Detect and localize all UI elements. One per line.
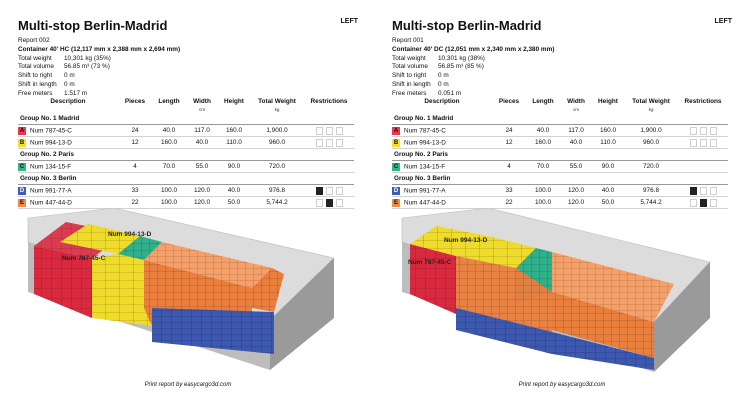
width-unit: cm	[198, 107, 206, 112]
cargo-a-block	[410, 244, 456, 314]
item-pieces: 4	[492, 161, 526, 173]
item-height: 90.0	[218, 161, 250, 173]
meta-value: 56.85 m³ (73 %)	[64, 63, 110, 71]
meta-key: Total weight	[18, 54, 52, 62]
table-row	[392, 161, 728, 173]
item-color-badge: B	[19, 139, 25, 146]
restriction-icons	[316, 199, 343, 207]
report-left	[8, 0, 368, 415]
rotate-icon	[700, 199, 707, 207]
item-pieces: 33	[492, 185, 526, 197]
stack-icon	[690, 139, 697, 147]
item-color-badge: D	[393, 187, 399, 194]
stack-icon	[690, 199, 697, 207]
cargo-label-a: Num 787-45-C	[408, 259, 452, 266]
fragile-icon	[710, 199, 717, 207]
item-length: 100.0	[152, 197, 186, 209]
group-row	[392, 149, 728, 161]
item-weight: 976.8	[624, 185, 678, 197]
item-length: 160.0	[152, 137, 186, 149]
col-length: Length	[158, 98, 180, 105]
col-width: Width	[193, 98, 211, 105]
group-row	[18, 113, 354, 125]
meta-value: 56.85 m³ (85 %)	[438, 63, 484, 71]
report-footer: Print report by easycargo3d.com	[518, 382, 606, 388]
group-row	[18, 149, 354, 161]
cargo-table	[392, 97, 728, 209]
fragile-icon	[336, 199, 343, 207]
item-width: 120.0	[186, 185, 218, 197]
rotate-icon	[326, 199, 333, 207]
item-pieces: 22	[492, 197, 526, 209]
item-pieces: 4	[118, 161, 152, 173]
item-pieces: 24	[118, 125, 152, 137]
item-length: 100.0	[526, 185, 560, 197]
item-height: 110.0	[218, 137, 250, 149]
table-row	[392, 185, 728, 197]
col-height: Height	[224, 98, 244, 105]
item-length: 40.0	[526, 125, 560, 137]
group-label: Group No. 3 Berlin	[18, 173, 354, 185]
item-height: 160.0	[218, 125, 250, 137]
width-unit: cm	[572, 107, 580, 112]
item-color-badge: A	[393, 127, 399, 134]
restriction-icons	[316, 187, 343, 195]
rotate-icon	[700, 127, 707, 135]
units-row	[18, 106, 354, 113]
container-spec: Container 40' HC (12,117 mm x 2,388 mm x 2,694 mm)	[18, 45, 181, 53]
group-label: Group No. 2 Paris	[18, 149, 354, 161]
item-color-badge: C	[393, 163, 399, 170]
item-length: 100.0	[526, 197, 560, 209]
item-name: Num 134-15-F	[404, 163, 446, 171]
meta-key: Shift in length	[392, 80, 431, 88]
cargo-table	[18, 97, 354, 209]
container-spec: Container 40' DC (12,051 mm x 2,340 mm x 2,380 mm)	[392, 45, 555, 53]
table-row	[392, 197, 728, 209]
cargo-label-b: Num 994-13-D	[108, 231, 152, 238]
item-weight: 976.8	[250, 185, 304, 197]
weight-unit: kg	[274, 107, 280, 112]
meta-row	[392, 55, 554, 64]
item-pieces: 12	[492, 137, 526, 149]
side-label: LEFT	[714, 18, 732, 25]
item-name: Num 787-45-C	[30, 127, 72, 135]
item-width: 55.0	[560, 161, 592, 173]
item-name: Num 447-44-D	[404, 199, 446, 207]
item-color-badge: E	[19, 199, 24, 206]
item-height: 50.0	[218, 197, 250, 209]
item-color-badge: D	[19, 187, 25, 194]
item-weight: 720.0	[250, 161, 304, 173]
stack-icon	[316, 127, 323, 135]
restriction-icons	[690, 127, 717, 135]
group-label: Group No. 1 Madrid	[392, 113, 728, 125]
meta-value: 0 m	[438, 80, 449, 88]
weight-unit: kg	[648, 107, 654, 112]
item-width: 117.0	[560, 125, 592, 137]
item-height: 110.0	[592, 137, 624, 149]
item-width: 120.0	[560, 185, 592, 197]
item-name: Num 134-15-F	[30, 163, 72, 171]
stack-icon	[316, 199, 323, 207]
item-width: 120.0	[560, 197, 592, 209]
cargo-d-block	[152, 308, 274, 354]
meta-value: 0.051 m	[438, 89, 462, 97]
col-pieces: Pieces	[124, 98, 146, 105]
report-title: Multi-stop Berlin-Madrid	[18, 18, 168, 33]
group-row	[392, 113, 728, 125]
meta-key: Total volume	[392, 63, 428, 71]
col-pieces: Pieces	[498, 98, 520, 105]
col-total-weight: Total Weight	[258, 98, 296, 105]
meta-value: 1.517 m	[64, 89, 88, 97]
group-label: Group No. 3 Berlin	[392, 173, 728, 185]
group-label: Group No. 2 Paris	[392, 149, 728, 161]
item-length: 100.0	[152, 185, 186, 197]
report-number: Report 002	[18, 37, 50, 44]
container-3d-view	[22, 208, 342, 374]
item-width: 120.0	[186, 197, 218, 209]
col-restrictions: Restrictions	[684, 98, 722, 105]
item-length: 70.0	[152, 161, 186, 173]
cargo-label-a: Num 787-45-C	[62, 255, 106, 262]
item-weight: 960.0	[250, 137, 304, 149]
item-length: 70.0	[526, 161, 560, 173]
fragile-icon	[336, 187, 343, 195]
item-length: 40.0	[152, 125, 186, 137]
item-name: Num 994-13-D	[404, 139, 446, 147]
col-restrictions: Restrictions	[310, 98, 348, 105]
meta-key: Free meters	[392, 89, 427, 97]
item-height: 40.0	[218, 185, 250, 197]
item-weight: 1,900.0	[624, 125, 678, 137]
item-name: Num 994-13-D	[30, 139, 72, 147]
fragile-icon	[710, 127, 717, 135]
item-color-badge: C	[19, 163, 25, 170]
stack-icon	[690, 187, 697, 195]
meta-key: Shift to right	[18, 72, 53, 80]
meta-row	[18, 81, 180, 90]
meta-key: Total volume	[18, 63, 54, 71]
meta-value: 0 m	[64, 80, 75, 88]
item-height: 90.0	[592, 161, 624, 173]
item-name: Num 787-45-C	[404, 127, 446, 135]
item-name: Num 991-77-A	[30, 187, 72, 195]
item-weight: 1,900.0	[250, 125, 304, 137]
item-color-badge: A	[19, 127, 25, 134]
group-row	[18, 173, 354, 185]
item-weight: 5,744.2	[624, 197, 678, 209]
stack-icon	[316, 187, 323, 195]
col-description: Description	[424, 98, 460, 105]
table-row	[392, 137, 728, 149]
table-row	[18, 185, 354, 197]
stack-icon	[690, 127, 697, 135]
item-width: 40.0	[186, 137, 218, 149]
item-name: Num 447-44-D	[30, 199, 72, 207]
side-label: LEFT	[340, 18, 358, 25]
meta-value: 10,301 kg (35%)	[64, 54, 111, 62]
meta-row	[392, 72, 554, 81]
item-pieces: 33	[118, 185, 152, 197]
table-row	[18, 197, 354, 209]
meta-value: 10,301 kg (38%)	[438, 54, 485, 62]
meta-value: 0 m	[64, 72, 75, 80]
group-label: Group No. 1 Madrid	[18, 113, 354, 125]
item-color-badge: B	[393, 139, 399, 146]
group-row	[392, 173, 728, 185]
item-width: 40.0	[560, 137, 592, 149]
meta-key: Shift in length	[18, 80, 57, 88]
item-color-badge: E	[393, 199, 398, 206]
item-width: 55.0	[186, 161, 218, 173]
rotate-icon	[326, 127, 333, 135]
item-weight: 960.0	[624, 137, 678, 149]
report-title: Multi-stop Berlin-Madrid	[392, 18, 542, 33]
col-height: Height	[598, 98, 618, 105]
restriction-icons	[690, 199, 717, 207]
col-total-weight: Total Weight	[632, 98, 670, 105]
cargo-label-b: Num 994-13-D	[444, 237, 488, 244]
item-weight: 720.0	[624, 161, 678, 173]
report-right	[382, 0, 742, 415]
item-pieces: 24	[492, 125, 526, 137]
restriction-icons	[316, 127, 343, 135]
restriction-icons	[690, 139, 717, 147]
fragile-icon	[336, 139, 343, 147]
col-width: Width	[567, 98, 585, 105]
stack-icon	[316, 139, 323, 147]
table-row	[18, 161, 354, 173]
rotate-icon	[326, 139, 333, 147]
meta-key: Total weight	[392, 54, 426, 62]
item-height: 50.0	[592, 197, 624, 209]
table-header	[392, 97, 728, 106]
item-height: 160.0	[592, 125, 624, 137]
item-pieces: 22	[118, 197, 152, 209]
report-number: Report 001	[392, 37, 424, 44]
report-footer: Print report by easycargo3d.com	[144, 382, 232, 388]
table-row	[18, 137, 354, 149]
fragile-icon	[710, 139, 717, 147]
fragile-icon	[710, 187, 717, 195]
col-description: Description	[50, 98, 86, 105]
table-row	[392, 125, 728, 137]
restriction-icons	[690, 187, 717, 195]
col-length: Length	[532, 98, 554, 105]
meta-row	[18, 55, 180, 64]
report-meta	[18, 37, 180, 99]
restriction-icons	[316, 139, 343, 147]
meta-value: 0 m	[438, 72, 449, 80]
container-3d-view	[396, 208, 716, 374]
rotate-icon	[700, 139, 707, 147]
meta-row	[18, 72, 180, 81]
item-width: 117.0	[186, 125, 218, 137]
meta-key: Shift to right	[392, 72, 427, 80]
item-height: 40.0	[592, 185, 624, 197]
item-length: 160.0	[526, 137, 560, 149]
item-weight: 5,744.2	[250, 197, 304, 209]
meta-key: Free meters	[18, 89, 53, 97]
cargo-b-front	[92, 254, 152, 326]
item-pieces: 12	[118, 137, 152, 149]
report-meta	[392, 37, 554, 99]
meta-row	[18, 63, 180, 72]
item-name: Num 991-77-A	[404, 187, 446, 195]
table-header	[18, 97, 354, 106]
meta-row	[392, 81, 554, 90]
rotate-icon	[326, 187, 333, 195]
rotate-icon	[700, 187, 707, 195]
meta-row	[392, 63, 554, 72]
fragile-icon	[336, 127, 343, 135]
table-row	[18, 125, 354, 137]
units-row	[392, 106, 728, 113]
